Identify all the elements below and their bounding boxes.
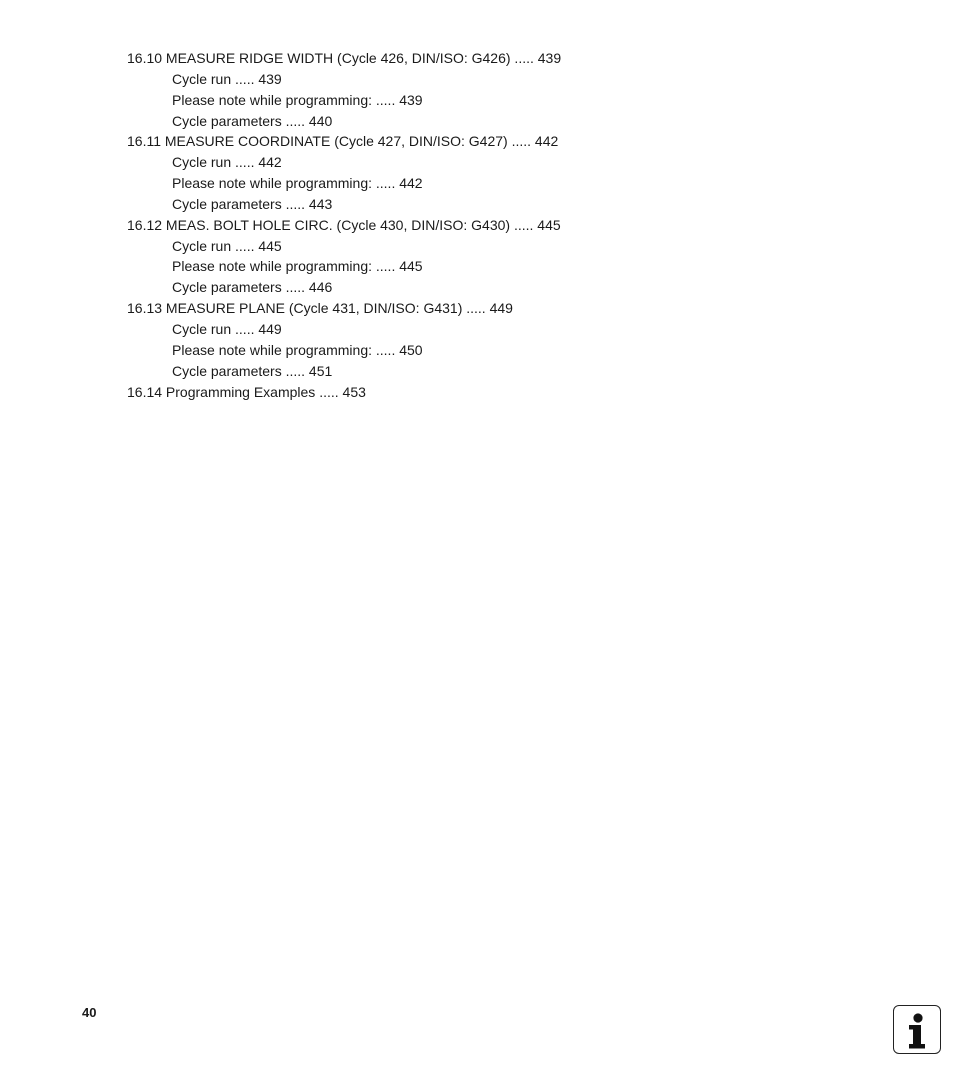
toc-subentry[interactable]: Cycle run ..... 439 bbox=[172, 70, 282, 87]
toc-entry[interactable]: 16.11 MEASURE COORDINATE (Cycle 427, DIN/ISO: G427) ..... 442 bbox=[127, 133, 559, 150]
toc-subentry[interactable]: Cycle parameters ..... 443 bbox=[172, 195, 333, 212]
toc-subentry[interactable]: Cycle run ..... 442 bbox=[172, 154, 282, 171]
toc-entry[interactable]: 16.12 MEAS. BOLT HOLE CIRC. (Cycle 430, DIN/ISO: G430) ..... 445 bbox=[127, 216, 561, 233]
toc-subentry[interactable]: Please note while programming: ..... 442 bbox=[172, 175, 423, 192]
toc-subentry[interactable]: Cycle parameters ..... 451 bbox=[172, 362, 333, 379]
toc-subentry[interactable]: Please note while programming: ..... 439 bbox=[172, 91, 423, 108]
toc-subentry[interactable]: Cycle run ..... 449 bbox=[172, 320, 282, 337]
toc-subentry[interactable]: Cycle run ..... 445 bbox=[172, 237, 282, 254]
toc-subentry[interactable]: Cycle parameters ..... 440 bbox=[172, 112, 333, 129]
toc-subentry[interactable]: Cycle parameters ..... 446 bbox=[172, 279, 333, 296]
info-icon-glyph bbox=[894, 1006, 939, 1052]
table-of-contents bbox=[127, 48, 827, 402]
info-icon bbox=[893, 1005, 941, 1054]
toc-subentry[interactable]: Please note while programming: ..... 450 bbox=[172, 341, 423, 358]
toc-subentry[interactable]: Please note while programming: ..... 445 bbox=[172, 258, 423, 275]
toc-entry[interactable]: 16.10 MEASURE RIDGE WIDTH (Cycle 426, DIN/ISO: G426) ..... 439 bbox=[127, 50, 562, 66]
page-number: 40 bbox=[82, 1005, 97, 1020]
toc-entry[interactable]: 16.13 MEASURE PLANE (Cycle 431, DIN/ISO: G431) ..... 449 bbox=[127, 300, 513, 317]
toc-entry[interactable]: 16.14 Programming Examples ..... 453 bbox=[127, 383, 366, 400]
